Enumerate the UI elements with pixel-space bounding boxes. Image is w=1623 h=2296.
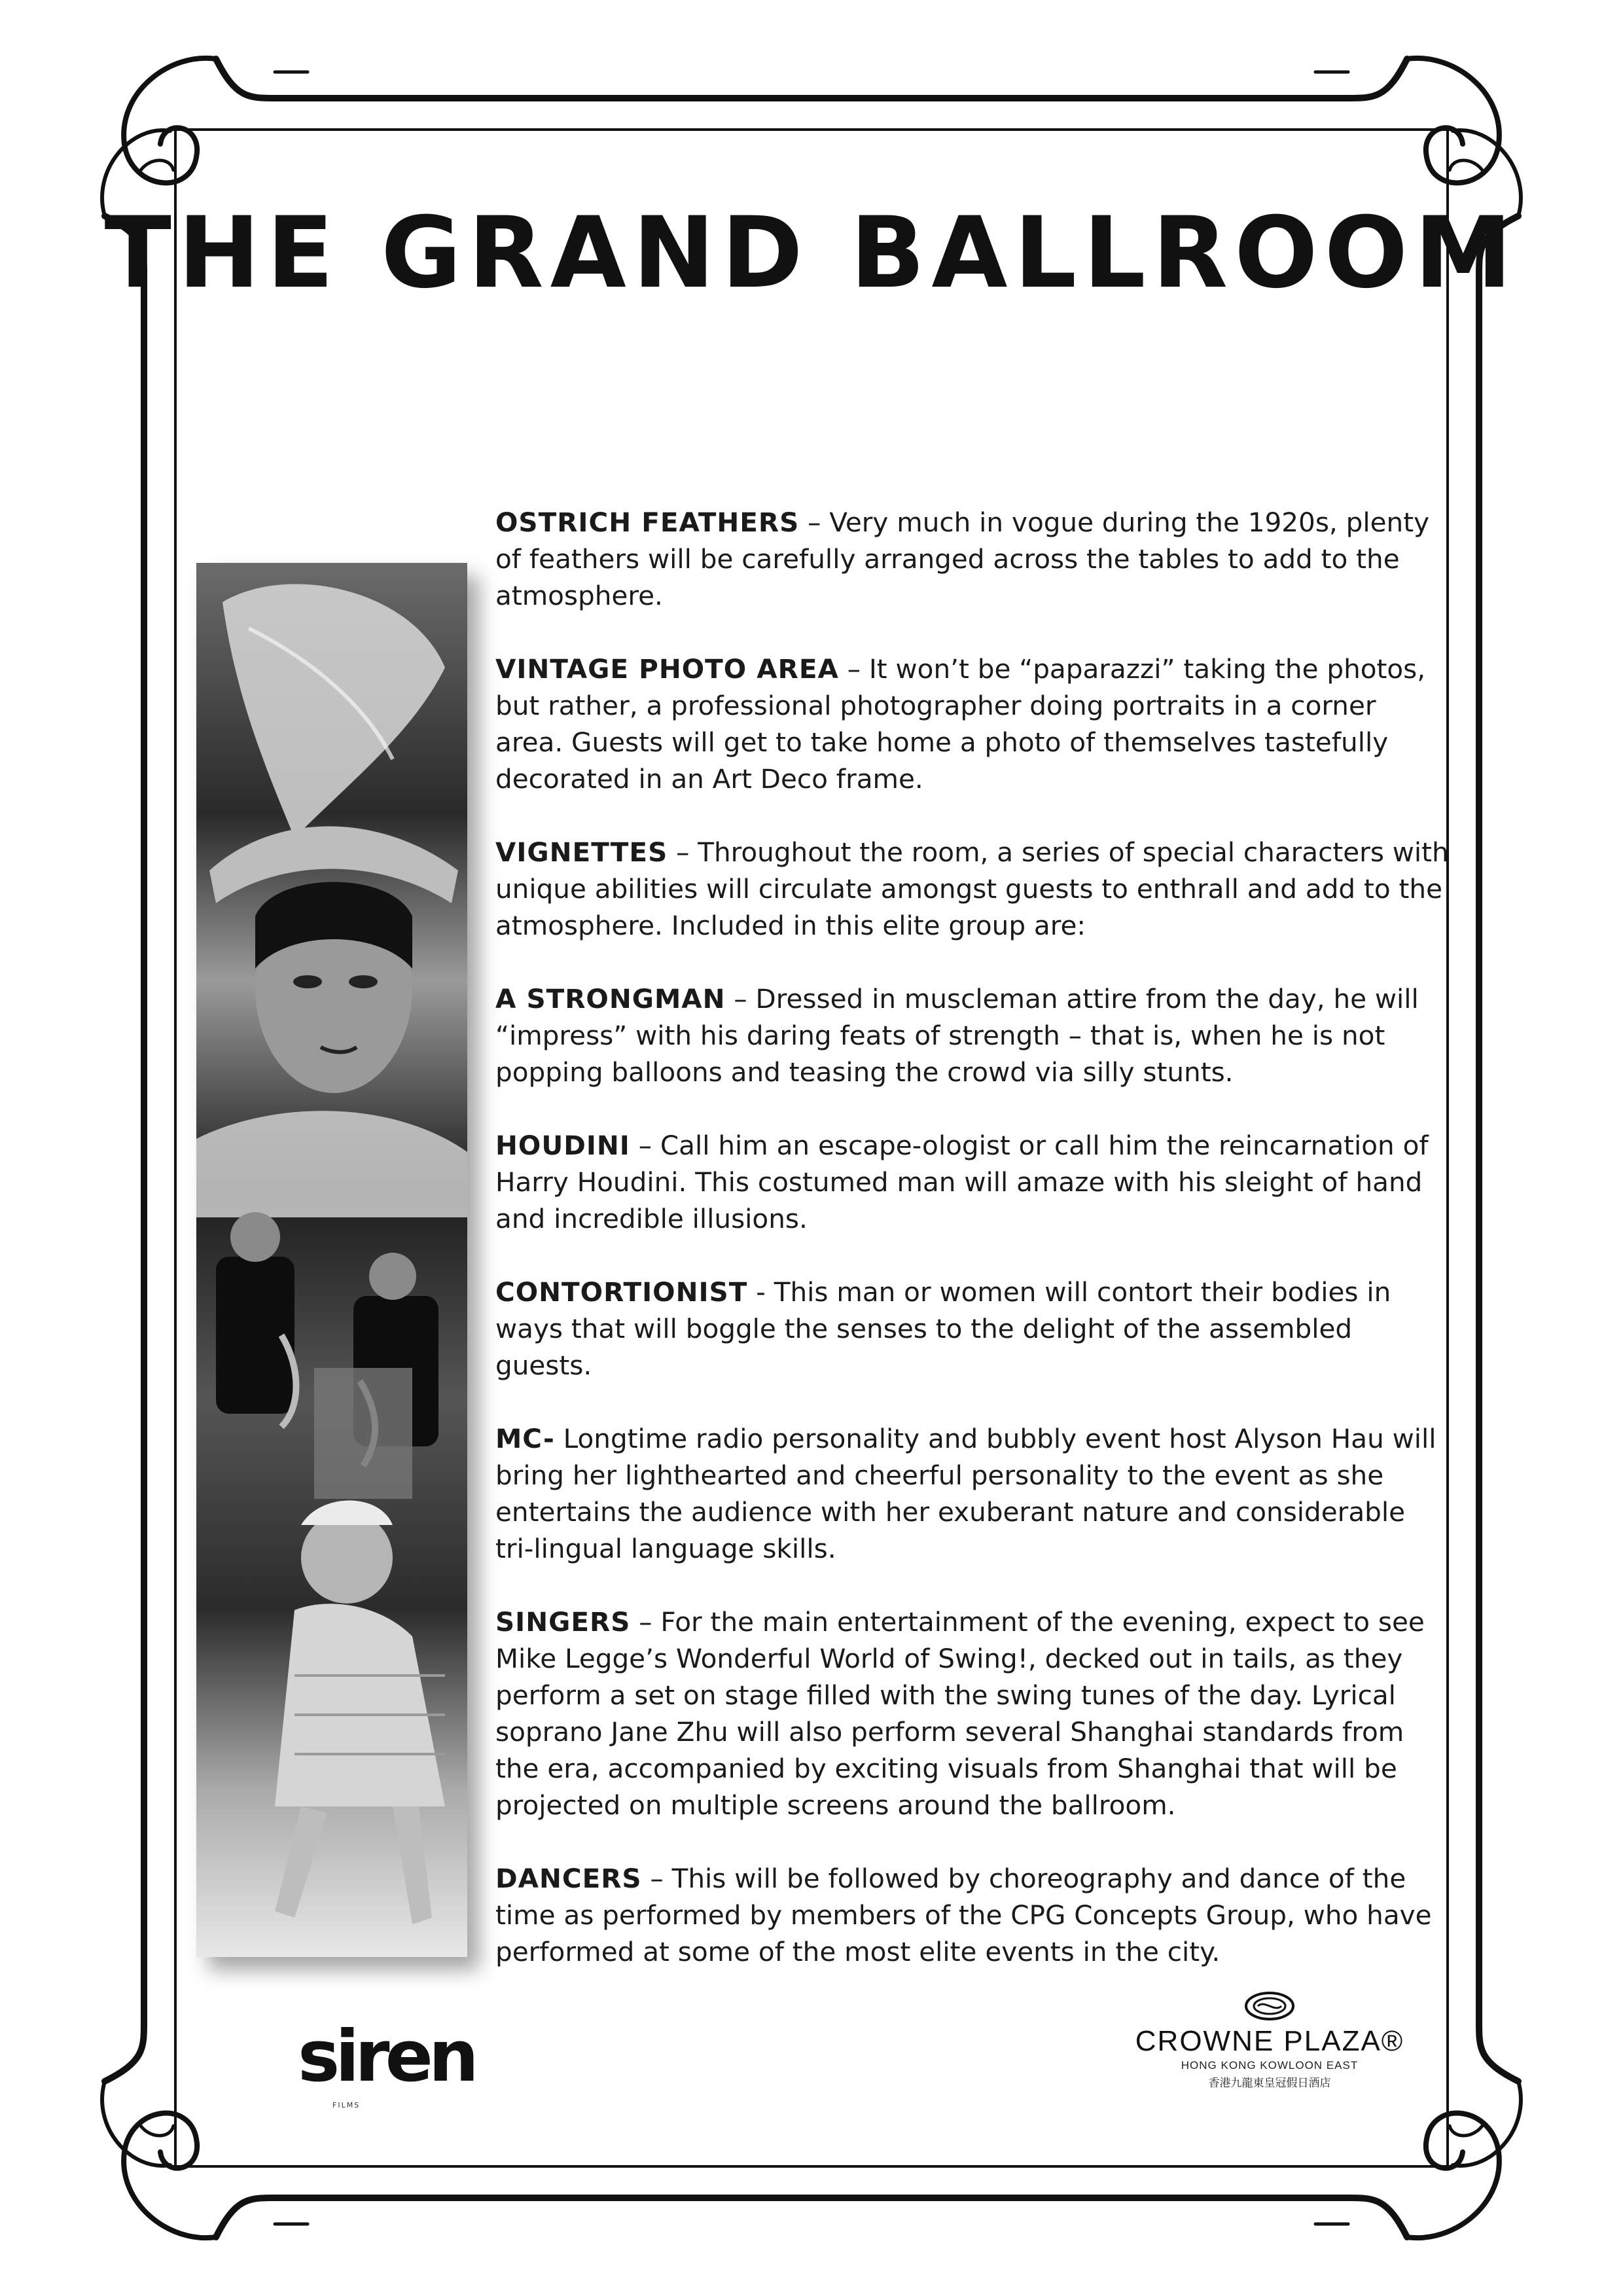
- section-paragraph: [495, 1420, 1451, 1567]
- section-separator: –: [668, 836, 698, 868]
- section-separator: –: [725, 983, 756, 1014]
- section-text: This will be followed by choreography and dance of the time as performed by members of the CPG Concepts Group, who have performed at some of the most elite events in the city.: [495, 1863, 1432, 1967]
- section-separator: –: [799, 507, 830, 538]
- crowne-plaza-name: CROWNE PLAZA®: [1135, 2025, 1404, 2057]
- section-heading: VIGNETTES: [495, 836, 668, 868]
- section-heading: VINTAGE PHOTO AREA: [495, 653, 839, 685]
- section-separator: –: [838, 653, 869, 685]
- crowne-plaza-logo: [1132, 1990, 1407, 2090]
- program-content: [495, 504, 1451, 2007]
- crowne-plaza-location: HONG KONG KOWLOON EAST: [1181, 2059, 1359, 2072]
- section-text: For the main entertainment of the evening, expect to see Mike Legge’s Wonderful World of Swing!, decked out in tails, as they perform a set on stage filled with the swing tunes of the day. Lyrical soprano Jane Zhu will also perform several Shanghai standards from the era, accompanied by exciting visuals from Shanghai that will be projected on multiple screens around the ballroom.: [495, 1606, 1425, 1821]
- section-heading: MC-: [495, 1423, 555, 1454]
- section-text: Longtime radio personality and bubbly event host Alyson Hau will bring her lighthearted and cheerful personality to the event as she entertains the audience with her exuberant nature and considerable tri-lingual language skills.: [495, 1423, 1436, 1564]
- section-separator: –: [630, 1606, 661, 1638]
- section-separator: -: [747, 1276, 774, 1308]
- feather-plume: [223, 584, 445, 838]
- section-text: Throughout the room, a series of special characters with unique abilities will circulate amongst guests to enthrall and add to the atmosphere. Included in this elite group are:: [495, 836, 1449, 941]
- section-text: It won’t be “paparazzi” taking the photos, but rather, a professional photographer doing portraits in a corner area. Guests will get to take home a photo of themselves tastefully decorated in an Art Deco frame.: [495, 653, 1426, 795]
- crowne-plaza-emblem-icon: [1243, 1990, 1296, 2022]
- section-paragraph: [495, 1604, 1451, 1823]
- crowne-plaza-chinese-name: 香港九龍東皇冠假日酒店: [1208, 2077, 1331, 2090]
- section-text: This man or women will contort their bodies in ways that will boggle the senses to the delight of the assembled guests.: [495, 1276, 1391, 1381]
- section-paragraph: [495, 1274, 1451, 1384]
- section-paragraph: [495, 834, 1451, 944]
- section-heading: SINGERS: [495, 1606, 631, 1638]
- section-separator: –: [630, 1130, 660, 1161]
- section-text: Dressed in muscleman attire from the day, he will “impress” with his daring feats of strength – that is, when he is not popping balloons and teasing the crowd via silly stunts.: [495, 983, 1419, 1088]
- section-heading: OSTRICH FEATHERS: [495, 507, 800, 538]
- page-title: THE GRAND BALLROOM: [104, 196, 1519, 310]
- dancer-figure: [275, 1501, 445, 1925]
- section-heading: DANCERS: [495, 1863, 642, 1894]
- section-text: Very much in vogue during the 1920s, plenty of feathers will be carefully arranged across the tables to add to the atmosphere.: [495, 507, 1430, 611]
- section-separator: –: [641, 1863, 672, 1894]
- section-paragraph: [495, 1127, 1451, 1237]
- siren-films-logo: siren: [298, 2016, 474, 2098]
- section-paragraph: [495, 504, 1451, 614]
- section-text: Call him an escape-ologist or call him the reincarnation of Harry Houdini. This costumed man will amaze with his sleight of hand and incredible illusions.: [495, 1130, 1429, 1234]
- section-paragraph: [495, 980, 1451, 1090]
- section-paragraph: [495, 1860, 1451, 1970]
- section-separator: [555, 1423, 563, 1454]
- vintage-photo-collage: [196, 563, 467, 1957]
- section-heading: A STRONGMAN: [495, 983, 726, 1014]
- section-heading: HOUDINI: [495, 1130, 630, 1161]
- section-paragraph: [495, 651, 1451, 797]
- siren-films-sublabel: FILMS: [332, 2101, 361, 2109]
- section-heading: CONTORTIONIST: [495, 1276, 748, 1308]
